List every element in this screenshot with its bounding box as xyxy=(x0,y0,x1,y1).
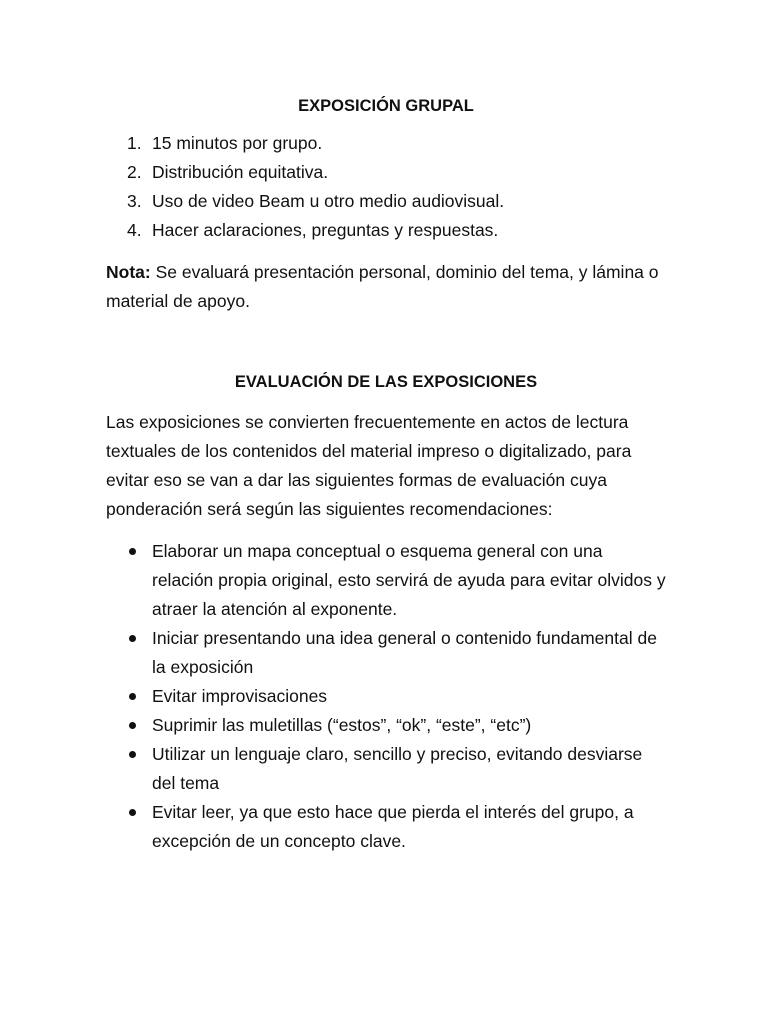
list-item-text: Iniciar presentando una idea general o contenido fundamental de la exposición xyxy=(152,628,657,677)
note-label: Nota: xyxy=(106,262,151,282)
list-item-text: Utilizar un lenguaje claro, sencillo y preciso, evitando desviarse del tema xyxy=(152,744,643,793)
bullet-icon xyxy=(129,722,136,729)
bullet-list xyxy=(106,537,666,856)
bullet-icon xyxy=(129,693,136,700)
bullet-icon xyxy=(129,635,136,642)
list-item xyxy=(106,216,666,245)
list-item xyxy=(106,682,666,711)
list-item-number: 3. xyxy=(127,191,142,211)
section-title-evaluacion: EVALUACIÓN DE LAS EXPOSICIONES xyxy=(234,373,538,391)
list-item-text: Evitar leer, ya que esto hace que pierda el interés del grupo, a excepción de un concepto clave. xyxy=(152,802,634,851)
list-item-number: 1. xyxy=(127,133,142,153)
intro-paragraph: Las exposiciones se convierten frecuentemente en actos de lectura textuales de los contenidos del material impreso o digitalizado, para evitar eso se van a dar las siguientes formas de evaluación cuya ponderación será según las siguientes recomendaciones: xyxy=(106,412,632,519)
list-item xyxy=(106,537,666,624)
list-item-text: Hacer aclaraciones, preguntas y respuestas. xyxy=(152,220,499,240)
section-title-exposicion-grupal: EXPOSICIÓN GRUPAL xyxy=(298,97,474,115)
document-page xyxy=(106,93,666,856)
list-item-text: Elaborar un mapa conceptual o esquema general con una relación propia original, esto servirá de ayuda para evitar olvidos y atraer la atención al exponente. xyxy=(152,541,666,619)
list-item xyxy=(106,711,666,740)
list-item-text: Uso de video Beam u otro medio audiovisual. xyxy=(152,191,505,211)
note-paragraph xyxy=(106,258,666,316)
numbered-list xyxy=(106,129,666,245)
list-item xyxy=(106,740,666,798)
list-item-text: Distribución equitativa. xyxy=(152,162,329,182)
bullet-icon xyxy=(129,548,136,555)
list-item xyxy=(106,798,666,856)
list-item xyxy=(106,624,666,682)
bullet-icon xyxy=(129,809,136,816)
note-text: Se evaluará presentación personal, dominio del tema, y lámina o material de apoyo. xyxy=(106,262,659,311)
list-item-number: 2. xyxy=(127,162,142,182)
list-item-text: Suprimir las muletillas (“estos”, “ok”, “este”, “etc”) xyxy=(152,715,532,735)
list-item-number: 4. xyxy=(127,220,142,240)
list-item-text: Evitar improvisaciones xyxy=(152,686,328,706)
list-item xyxy=(106,187,666,216)
bullet-icon xyxy=(129,751,136,758)
list-item xyxy=(106,158,666,187)
list-item-text: 15 minutos por grupo. xyxy=(152,133,323,153)
list-item xyxy=(106,129,666,158)
